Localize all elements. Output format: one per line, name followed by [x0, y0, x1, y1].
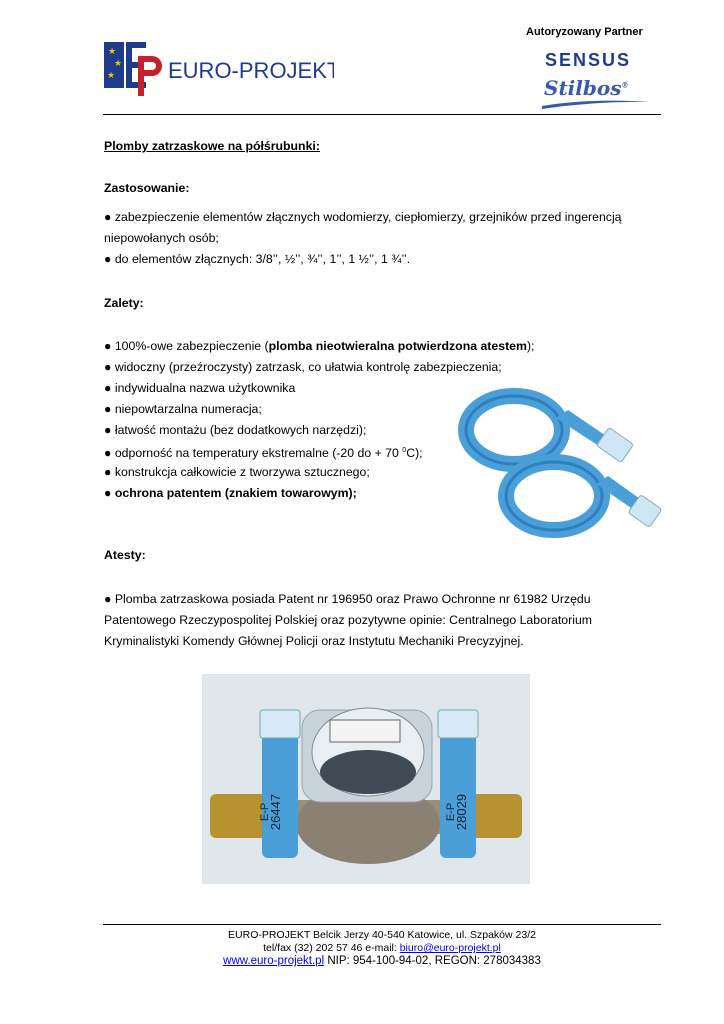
- stilbos-text: Stilbos: [544, 76, 622, 100]
- advantage-item: ● konstrukcja całkowicie z tworzywa sztucznego;: [104, 465, 370, 479]
- usage-heading: Zastosowanie:: [104, 181, 190, 195]
- seal-right-number: 28029: [454, 793, 469, 831]
- seal-left-label: E-P: [259, 802, 271, 822]
- advantage-item: ● widoczny (przeźroczysty) zatrzask, co ułatwia kontrolę zabezpieczenia;: [104, 360, 502, 374]
- email-link[interactable]: biuro@euro-projekt.pl: [399, 942, 501, 954]
- footer-contact: [103, 942, 661, 955]
- footer-registration: [103, 955, 661, 968]
- sensus-logo: SENSUS: [545, 50, 632, 70]
- seal-lower: [506, 462, 662, 530]
- logo-text: EURO-PROJEKT: [168, 58, 334, 83]
- water-meter-photo: [202, 674, 530, 884]
- advantage-emphasis: plomba nieotwieralna potwierdzona atestem: [268, 339, 527, 353]
- svg-text:★: ★: [114, 59, 123, 69]
- page-title: Plomby zatrzaskowe na półśrubunki:: [104, 139, 320, 153]
- seals-product-image: [452, 378, 662, 556]
- partner-label: Autoryzowany Partner: [526, 26, 643, 38]
- svg-text:★: ★: [107, 71, 116, 81]
- svg-text:★: ★: [108, 47, 117, 57]
- advantage-text: ● odporność na temperatury ekstremalne (-20 do + 70: [104, 446, 403, 461]
- degree-superscript: 0: [402, 447, 407, 454]
- certificates-line: ● Plomba zatrzaskowa posiada Patent nr 196950 oraz Prawo Ochronne nr 61982 Urzędu: [104, 592, 591, 606]
- certificates-line: Kryminalistyki Komendy Głównej Policji oraz Instytutu Mechaniki Precyzyjnej.: [104, 634, 524, 648]
- advantage-item: ● indywidualna nazwa użytkownika: [104, 381, 296, 395]
- advantage-text: C);: [406, 446, 423, 461]
- swoosh-icon: [540, 96, 652, 110]
- usage-item: niepowołanych osób;: [104, 231, 219, 245]
- advantage-item: ● niepowtarzalna numeracja;: [104, 402, 262, 416]
- advantage-text: );: [526, 339, 535, 353]
- seal-right-label: E-P: [445, 802, 457, 822]
- footer-ids: NIP: 954-100-94-02, REGON: 278034383: [324, 955, 541, 967]
- footer-phone: tel/fax (32) 202 57 46 e-mail:: [263, 942, 400, 954]
- advantage-item: [104, 443, 423, 461]
- advantage-item: ● ochrona patentem (znakiem towarowym);: [104, 486, 357, 500]
- advantage-item: ● łatwość montażu (bez dodatkowych narzędzi);: [104, 423, 367, 437]
- usage-item: ● do elementów złącznych: 3/8’’, ½’’, ¾’’, 1’’, 1 ½’’, 1 ¾’’.: [104, 252, 411, 266]
- seal-left-number: 26447: [268, 793, 283, 831]
- footer-address: EURO-PROJEKT Belcik Jerzy 40-540 Katowice, ul. Szpaków 23/2: [228, 929, 536, 941]
- website-link[interactable]: www.euro-projekt.pl: [223, 955, 325, 967]
- seal-upper: [466, 396, 634, 464]
- certificates-line: Patentowego Rzeczypospolitej Polskiej oraz pozytywne opinie: Centralnego Laboratorium: [104, 613, 593, 627]
- usage-item: ● zabezpieczenie elementów złącznych wodomierzy, ciepłomierzy, grzejników przed ingerencją: [104, 210, 622, 224]
- advantage-text: ● 100%-owe zabezpieczenie (: [104, 339, 269, 353]
- registered-mark: ®: [621, 80, 629, 90]
- advantages-heading: Zalety:: [104, 296, 144, 310]
- euro-projekt-logo: [104, 38, 334, 100]
- header-divider: [103, 114, 661, 115]
- advantage-item: [104, 338, 534, 354]
- footer-divider: [103, 924, 661, 925]
- certificates-heading: Atesty:: [104, 548, 146, 562]
